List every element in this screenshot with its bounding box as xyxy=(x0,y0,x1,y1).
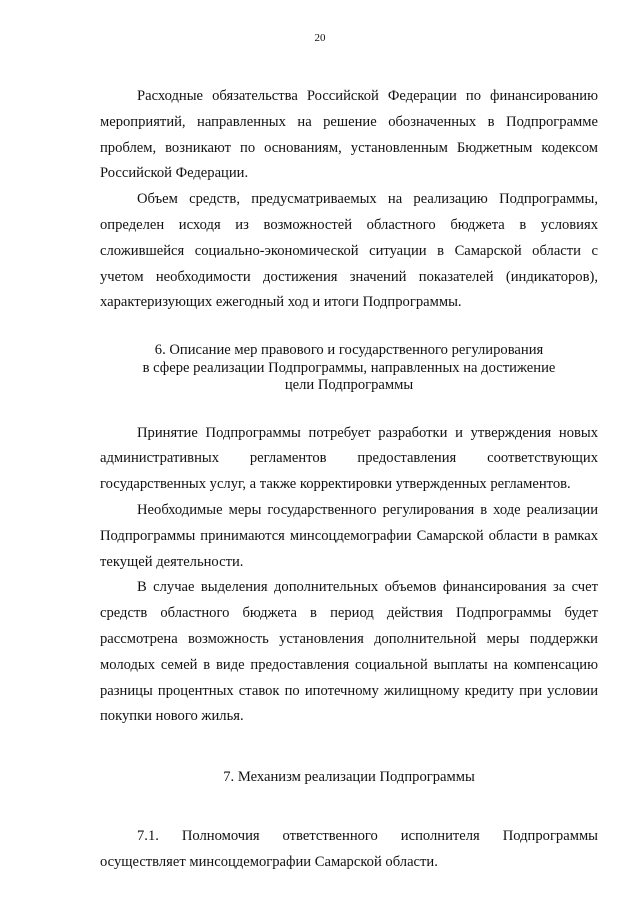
section-6-heading xyxy=(100,342,598,395)
paragraph: Объем средств, предусматриваемых на реализацию Подпрограммы, определен исходя из возможностей областного бюджета в условиях сложившейся социально-экономической ситуации в Самарской области с учетом необходимости достижения значений показателей (индикаторов), характеризующих ежегодный ход и итоги Подпрограммы. xyxy=(100,191,598,311)
heading-line: в сфере реализации Подпрограммы, направленных на достижение xyxy=(142,359,556,376)
paragraph: Расходные обязательства Российской Федерации по финансированию мероприятий, направленных на решение обозначенных в Подпрограмме проблем, возникают по основаниям, установленным Бюджетным кодексом Российской Федерации. xyxy=(100,88,598,182)
paragraph: 7.1. Полномочия ответственного исполнителя Подпрограммы осуществляет минсоцдемографии Самарской области. xyxy=(100,828,598,871)
paragraph: Принятие Подпрограммы потребует разработки и утверждения новых административных регламентов предоставления соответствующих государственных услуг, а также корректировки утвержденных регламентов. xyxy=(100,424,598,493)
document-body xyxy=(100,84,598,876)
paragraph: Необходимые меры государственного регулирования в ходе реализации Подпрограммы принимаются минсоцдемографии Самарской области в рамках текущей деятельности. xyxy=(100,502,598,570)
heading-line: цели Подпрограммы xyxy=(284,377,414,394)
paragraph: В случае выделения дополнительных объемов финансирования за счет средств областного бюджета в период действия Подпрограммы будет рассмотрена возможность установления дополнительной меры поддержки молодых семей в виде предоставления социальной выплаты на компенсацию разницы процентных ставок по ипотечному жилищному кредиту при условии покупки нового жилья. xyxy=(100,579,598,725)
section-7-heading: 7. Механизм реализации Подпрограммы xyxy=(223,769,475,786)
page-number: 20 xyxy=(314,32,326,44)
heading-line: 6. Описание мер правового и государственного регулирования xyxy=(154,342,544,359)
